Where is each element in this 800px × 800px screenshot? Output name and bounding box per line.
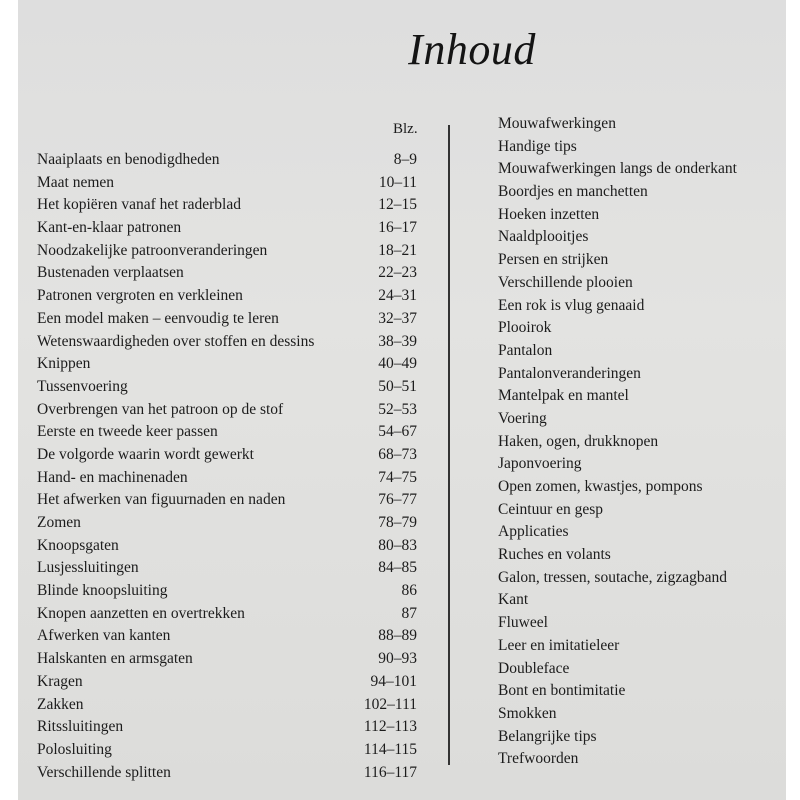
toc-entry-pages: 86 bbox=[401, 582, 417, 600]
toc-entry bbox=[37, 625, 417, 648]
toc-entry-pages: 50–51 bbox=[378, 377, 417, 395]
left-toc-list bbox=[37, 149, 417, 784]
toc-entry-label: Een model maken – eenvoudig te leren bbox=[37, 309, 279, 327]
toc-entry bbox=[37, 240, 417, 263]
toc-entry: Trefwoorden bbox=[498, 750, 579, 768]
toc-entry bbox=[37, 399, 417, 422]
toc-entry: Verschillende plooien bbox=[498, 273, 633, 291]
toc-entry: Galon, tressen, soutache, zigzagband bbox=[498, 568, 727, 586]
toc-entry: Naaldplooitjes bbox=[498, 228, 589, 246]
toc-entry: Kant bbox=[498, 591, 529, 609]
toc-entry-pages: 24–31 bbox=[378, 287, 417, 305]
toc-entry: Haken, ogen, drukknopen bbox=[498, 432, 659, 450]
toc-entry-pages: 68–73 bbox=[378, 445, 417, 463]
toc-entry: Mouwafwerkingen bbox=[498, 115, 616, 132]
toc-entry: Smokken bbox=[498, 704, 557, 722]
toc-entry-label: Wetenswaardigheden over stoffen en dessins bbox=[37, 332, 315, 350]
toc-entry bbox=[37, 716, 417, 739]
toc-entry: Belangrijke tips bbox=[498, 727, 597, 745]
toc-entry: Mantelpak en mantel bbox=[498, 387, 629, 405]
toc-entry bbox=[37, 489, 417, 512]
toc-entry bbox=[37, 762, 417, 785]
right-toc-list bbox=[498, 113, 786, 771]
toc-entry-label: Tussenvoering bbox=[37, 377, 128, 395]
toc-entry bbox=[37, 262, 417, 285]
toc-entry-label: Maat nemen bbox=[37, 173, 115, 191]
toc-entry-pages: 22–23 bbox=[378, 264, 417, 282]
toc-entry bbox=[37, 308, 417, 331]
toc-entry-pages: 87 bbox=[401, 604, 417, 622]
toc-entry bbox=[37, 603, 417, 626]
toc-entry: Voering bbox=[498, 409, 547, 427]
toc-entry bbox=[37, 739, 417, 762]
toc-entry-label: Noodzakelijke patroonveranderingen bbox=[37, 241, 268, 259]
page-number-header: Blz. bbox=[393, 121, 418, 137]
toc-entry bbox=[37, 535, 417, 558]
toc-entry-label: Ritssluitingen bbox=[37, 718, 124, 736]
toc-entry-label: Het kopiëren vanaf het raderblad bbox=[37, 196, 241, 214]
toc-entry: Japonvoering bbox=[498, 455, 582, 473]
toc-entry-pages: 40–49 bbox=[378, 355, 417, 373]
toc-entry: Pantalon bbox=[498, 341, 553, 359]
toc-entry: Ceintuur en gesp bbox=[498, 500, 604, 518]
toc-entry-label: Kant-en-klaar patronen bbox=[37, 219, 182, 237]
toc-entry: Open zomen, kwastjes, pompons bbox=[498, 478, 703, 495]
toc-entry-label: Knippen bbox=[37, 355, 91, 373]
toc-entry bbox=[37, 376, 417, 399]
toc-entry-label: Afwerken van kanten bbox=[37, 627, 171, 645]
toc-entry: Handige tips bbox=[498, 137, 577, 155]
toc-entry-pages: 10–11 bbox=[378, 173, 417, 191]
toc-entry: Hoeken inzetten bbox=[498, 205, 600, 223]
toc-entry bbox=[37, 172, 417, 195]
toc-entry bbox=[37, 671, 417, 694]
toc-entry bbox=[37, 694, 417, 717]
toc-entry-label: Het afwerken van figuurnaden en naden bbox=[37, 491, 286, 509]
toc-entry-label: Verschillende splitten bbox=[37, 763, 171, 781]
toc-entry-label: Polosluiting bbox=[37, 740, 112, 758]
toc-entry-label: Overbrengen van het patroon op de stof bbox=[37, 400, 284, 418]
toc-entry-pages: 80–83 bbox=[378, 536, 417, 554]
toc-entry-label: Blinde knoopsluiting bbox=[37, 582, 168, 600]
toc-entry-pages: 16–17 bbox=[378, 219, 417, 237]
toc-entry-label: Kragen bbox=[37, 672, 83, 690]
toc-entry-pages: 8–9 bbox=[393, 151, 417, 168]
toc-entry bbox=[37, 512, 417, 535]
toc-entry-pages: 84–85 bbox=[378, 559, 417, 577]
toc-entry-label: Halskanten en armsgaten bbox=[37, 650, 193, 668]
toc-entry: Leer en imitatieleer bbox=[498, 636, 620, 654]
page-title: Inhoud bbox=[408, 25, 536, 74]
toc-entry-pages: 76–77 bbox=[378, 491, 417, 509]
toc-entry bbox=[37, 467, 417, 490]
toc-entry-pages: 12–15 bbox=[378, 196, 417, 214]
toc-entry bbox=[37, 580, 417, 603]
toc-entry-pages: 94–101 bbox=[370, 672, 417, 690]
toc-entry-pages: 116–117 bbox=[363, 763, 417, 781]
toc-entry-pages: 54–67 bbox=[378, 423, 417, 441]
toc-entry: Applicaties bbox=[498, 523, 569, 541]
toc-entry-pages: 112–113 bbox=[363, 718, 417, 736]
toc-entry: Fluweel bbox=[498, 614, 548, 632]
toc-entry-label: Patronen vergroten en verkleinen bbox=[37, 287, 243, 305]
toc-entry bbox=[37, 557, 417, 580]
column-divider bbox=[448, 125, 450, 765]
toc-entry bbox=[37, 149, 417, 172]
toc-entry bbox=[37, 648, 417, 671]
toc-entry-label: Bustenaden verplaatsen bbox=[37, 264, 184, 282]
toc-entry: Pantalonveranderingen bbox=[498, 364, 641, 382]
toc-entry-pages: 52–53 bbox=[378, 400, 417, 418]
toc-entry: Plooirok bbox=[498, 319, 552, 337]
toc-entry bbox=[37, 331, 417, 354]
toc-entry-label: Eerste en tweede keer passen bbox=[37, 423, 218, 441]
toc-entry-label: Lusjessluitingen bbox=[37, 559, 139, 577]
toc-entry-pages: 88–89 bbox=[378, 627, 417, 645]
toc-entry-label: Zomen bbox=[37, 514, 81, 531]
toc-entry: Een rok is vlug genaaid bbox=[498, 296, 645, 314]
toc-entry bbox=[37, 194, 417, 217]
toc-entry-pages: 78–79 bbox=[378, 514, 417, 531]
toc-entry: Ruches en volants bbox=[498, 546, 611, 564]
book-page bbox=[18, 0, 786, 800]
toc-entry: Persen en strijken bbox=[498, 251, 609, 269]
toc-entry: Boordjes en manchetten bbox=[498, 183, 648, 201]
toc-entry-pages: 102–111 bbox=[363, 695, 417, 713]
toc-entry: Doubleface bbox=[498, 659, 570, 677]
toc-entry-label: Naaiplaats en benodigdheden bbox=[37, 151, 220, 168]
toc-entry-pages: 74–75 bbox=[378, 468, 417, 486]
toc-entry-label: Knoopsgaten bbox=[37, 536, 119, 554]
toc-entry bbox=[37, 444, 417, 467]
toc-entry: Mouwafwerkingen langs de onderkant bbox=[498, 160, 737, 178]
toc-entry-pages: 90–93 bbox=[378, 650, 417, 668]
toc-entry-label: De volgorde waarin wordt gewerkt bbox=[37, 445, 254, 463]
toc-entry-label: Zakken bbox=[37, 695, 84, 713]
toc-entry bbox=[37, 421, 417, 444]
toc-entry-label: Hand- en machinenaden bbox=[37, 468, 188, 486]
toc-entry-pages: 32–37 bbox=[378, 309, 417, 327]
toc-entry-pages: 38–39 bbox=[378, 332, 417, 350]
toc-entry-pages: 114–115 bbox=[363, 740, 417, 758]
toc-entry bbox=[37, 353, 417, 376]
toc-entry bbox=[37, 285, 417, 308]
toc-entry: Bont en bontimitatie bbox=[498, 682, 626, 700]
toc-entry bbox=[37, 217, 417, 240]
toc-entry-label: Knopen aanzetten en overtrekken bbox=[37, 604, 245, 622]
toc-entry-pages: 18–21 bbox=[378, 241, 417, 259]
